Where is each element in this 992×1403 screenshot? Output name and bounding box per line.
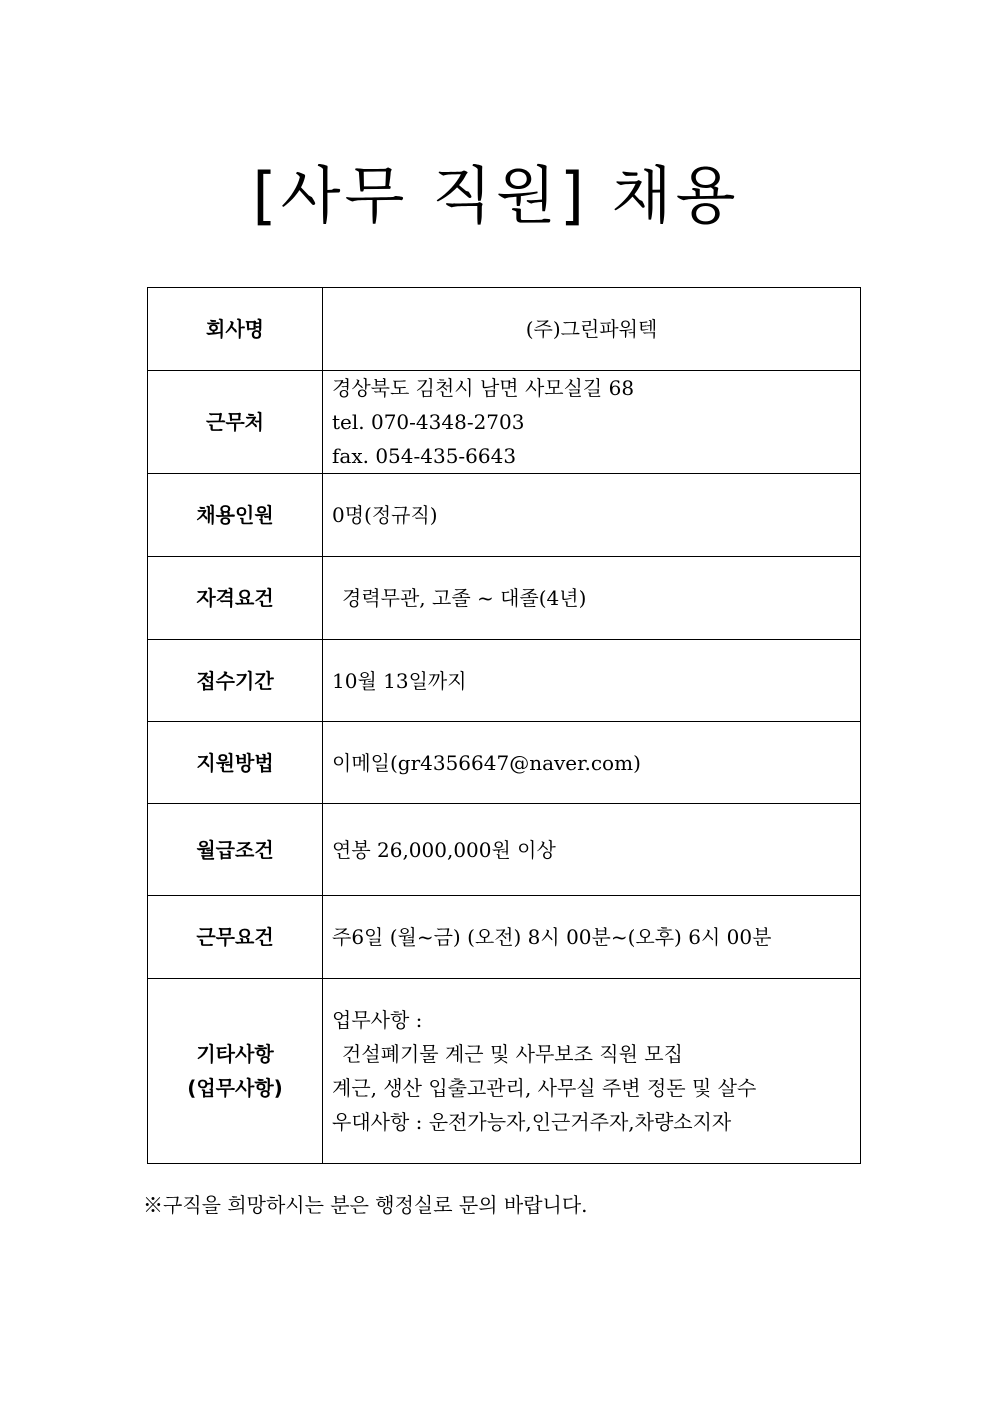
other-line1: 업무사항 : <box>332 1008 423 1032</box>
method-label: 지원방법 <box>148 722 323 804</box>
salary-value: 연봉 26,000,000원 이상 <box>323 804 861 896</box>
qualification-label: 자격요건 <box>148 557 323 640</box>
hours-value: 주6일 (월~금) (오전) 8시 00분~(오후) 6시 00분 <box>323 896 861 979</box>
other-line2: 건설폐기물 계근 및 사무보조 직원 모집 <box>342 1042 683 1066</box>
method-value: 이메일(gr4356647@naver.com) <box>323 722 861 804</box>
other-line4: 우대사항 : 운전가능자,인근거주자,차량소지자 <box>332 1110 732 1134</box>
headcount-label: 채용인원 <box>148 474 323 557</box>
other-line3: 계근, 생산 입출고관리, 사무실 주변 정돈 및 살수 <box>332 1076 757 1100</box>
table-row-headcount <box>148 474 861 557</box>
table-row-company <box>148 288 861 371</box>
company-value: (주)그린파워텍 <box>323 288 861 371</box>
period-value: 10월 13일까지 <box>323 640 861 722</box>
period-label: 접수기간 <box>148 640 323 722</box>
page-title: [사무 직원] 채용 <box>252 159 740 232</box>
table-row-hours <box>148 896 861 979</box>
salary-label: 월급조건 <box>148 804 323 896</box>
table-row-salary <box>148 804 861 896</box>
table-row-qualification <box>148 557 861 640</box>
company-label: 회사명 <box>148 288 323 371</box>
job-info-table <box>147 287 861 1164</box>
other-label-line2: (업무사항) <box>187 1076 283 1100</box>
workplace-value <box>323 371 861 474</box>
workplace-address: 경상북도 김천시 남면 사모실길 68 <box>332 376 635 400</box>
footnote: ※구직을 희망하시는 분은 행정실로 문의 바랍니다. <box>143 1193 588 1217</box>
table-row-other <box>148 979 861 1164</box>
other-label <box>148 979 323 1164</box>
headcount-value: 0명(정규직) <box>323 474 861 557</box>
other-label-line1: 기타사항 <box>196 1042 274 1066</box>
workplace-label: 근무처 <box>148 371 323 474</box>
hours-label: 근무요건 <box>148 896 323 979</box>
table-row-workplace <box>148 371 861 474</box>
table-row-period <box>148 640 861 722</box>
workplace-fax: fax. 054-435-6643 <box>332 444 517 468</box>
qualification-text: 경력무관, 고졸 ~ 대졸(4년) <box>342 586 587 610</box>
qualification-value <box>323 557 861 640</box>
other-value <box>323 979 861 1164</box>
workplace-tel: tel. 070-4348-2703 <box>332 410 525 434</box>
table-row-method <box>148 722 861 804</box>
